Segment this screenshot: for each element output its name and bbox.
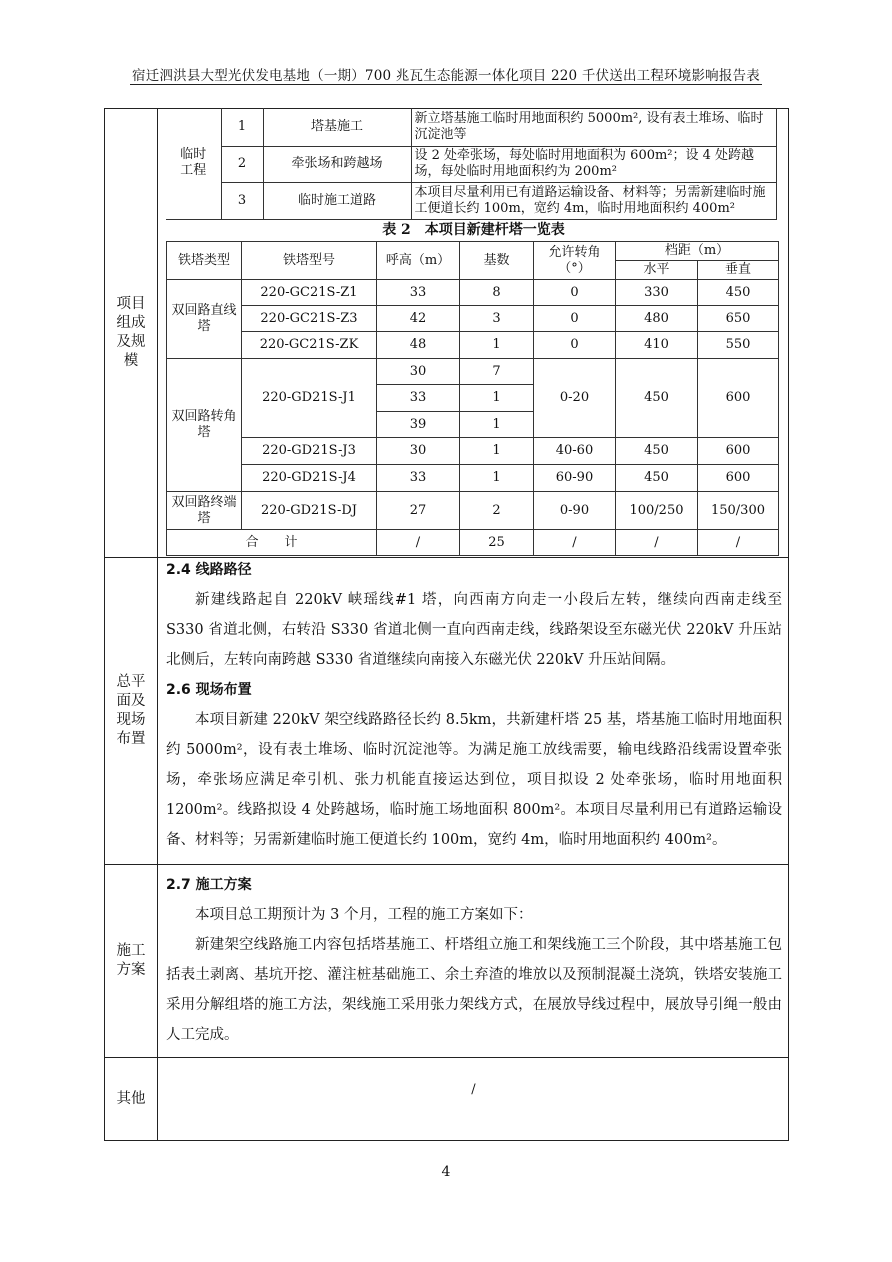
table-caption: 表 2 本项目新建杆塔一览表 [382,222,565,238]
span-vertical: 600 [698,359,779,438]
page-number: 4 [441,1164,451,1180]
tower-model: 220-GD21S-J3 [242,438,377,465]
total-label: 合 计 [167,530,377,556]
span-horizontal: 480 [616,306,698,332]
total-height: / [377,530,460,556]
span-vertical: 600 [698,438,779,465]
category-composition: 项目 组成 及规 模 [116,295,146,369]
work-name: 牵张场和跨越场 [263,146,411,182]
tower-count: 1 [460,385,534,412]
table-row [167,280,779,306]
table-row [167,359,779,385]
tower-model: 220-GD21S-DJ [242,492,377,530]
group-terminal: 双回路终端塔 [167,492,242,530]
table-row [166,146,777,182]
table-row [167,465,779,492]
tower-model: 220-GC21S-Z1 [242,280,377,306]
table-row [167,306,779,332]
plan-paragraph-1: 本项目总工期预计为 3 个月，工程的施工方案如下： [195,907,533,923]
tower-table [166,241,779,556]
span-vertical: 550 [698,332,779,359]
tower-angle: 0-90 [534,492,616,530]
table-row [166,182,777,219]
work-description: 新立塔基施工临时用地面积约 5000m², 设有表土堆场、临时沉淀池等 [411,108,777,146]
table-row [167,492,779,530]
row-number: 2 [221,146,263,182]
report-header: 宿迁泗洪县大型光伏发电基地（一期）700 兆瓦生态能源一体化项目 220 千伏送出工程环境影响报告表 [132,68,760,84]
row-divider [104,864,789,865]
table-row [166,108,777,146]
span-vertical: 650 [698,306,779,332]
span-horizontal: 450 [616,359,698,438]
total-vertical: / [698,530,779,556]
row-divider [104,1057,789,1058]
tower-count: 7 [460,359,534,385]
tower-angle: 0 [534,306,616,332]
route-paragraph: 新建线路起自 220kV 峡瑶线#1 塔，向西南方向走一小段后左转，继续向西南走线至 S330 省道北侧，右转沿 S330 省道北侧一直向西南走线，线路架设至东磁光伏 220kV 升压站北侧后，左转向南跨越 S330 省道继续向南接入东磁光伏 220kV 升压站间隔。 [166,592,782,668]
header-span: 档距（m） [616,242,779,261]
plan-paragraph-2: 新建架空线路施工内容包括塔基施工、杆塔组立施工和架线施工三个阶段，其中塔基施工包括表土剥离、基坑开挖、灌注桩基础施工、余土弃渣的堆放以及预制混凝土浇筑，铁塔安装施工采用分解组塔的施工方法，架线施工采用张力架线方式，在展放导线过程中，展放导引绳一般由人工完成。 [166,937,782,1043]
header-tower-type: 铁塔类型 [167,242,242,280]
tower-count: 8 [460,280,534,306]
span-vertical: 600 [698,465,779,492]
work-name: 塔基施工 [263,108,411,146]
total-horizontal: / [616,530,698,556]
tower-height: 48 [377,332,460,359]
tower-height: 33 [377,280,460,306]
tower-height: 33 [377,385,460,412]
other-value: / [471,1082,476,1097]
section-heading-route: 2.4 线路路径 [166,562,252,578]
tower-height: 42 [377,306,460,332]
table-row [167,438,779,465]
work-name: 临时施工道路 [263,182,411,219]
total-count: 25 [460,530,534,556]
category-other: 其他 [116,1090,146,1107]
total-angle: / [534,530,616,556]
temp-works-group-label: 临时 工程 [166,108,221,219]
tower-height: 39 [377,412,460,438]
work-description: 设 2 处牵张场，每处临时用地面积为 600m²；设 4 处跨越场，每处临时用地面积约为 200m² [411,146,777,182]
tower-count: 3 [460,306,534,332]
tower-height: 30 [377,359,460,385]
table-total-row [167,530,779,556]
header-rule [130,84,762,85]
span-horizontal: 100/250 [616,492,698,530]
header-vertical: 垂直 [698,261,779,280]
span-vertical: 450 [698,280,779,306]
tower-angle: 0 [534,280,616,306]
section-heading-site: 2.6 现场布置 [166,682,252,698]
site-paragraph: 本项目新建 220kV 架空线路路径长约 8.5km，共新建杆塔 25 基，塔基施工临时用地面积约 5000m²，设有表土堆场、临时沉淀池等。为满足施工放线需要，输电线路沿线需设置牵张场，牵张场应满足牵引机、张力机能直接运达到位，项目拟设 2 处牵张场，临时用地面积 1200m²。线路拟设 4 处跨越场，临时施工场地面积 800m²。本项目尽量利用已有道路运输设备、材料等；另需新建临时施工便道长约 100m，宽约 4m，临时用地面积约 400m²。 [166,712,782,848]
temp-works-table [166,108,777,220]
span-horizontal: 330 [616,280,698,306]
table-header-row [167,242,779,261]
header-count: 基数 [460,242,534,280]
tower-angle: 60-90 [534,465,616,492]
tower-model: 220-GD21S-J1 [242,359,377,438]
category-construction: 施工 方案 [116,942,146,978]
span-horizontal: 450 [616,438,698,465]
tower-count: 2 [460,492,534,530]
layout-section [166,555,782,855]
tower-height: 33 [377,465,460,492]
tower-count: 1 [460,332,534,359]
tower-height: 30 [377,438,460,465]
span-vertical: 150/300 [698,492,779,530]
header-tower-model: 铁塔型号 [242,242,377,280]
work-description: 本项目尽量利用已有道路运输设备、材料等；另需新建临时施工便道长约 100m，宽约 4m，临时用地面积约 400m² [411,182,777,219]
span-horizontal: 450 [616,465,698,492]
tower-model: 220-GC21S-Z3 [242,306,377,332]
tower-count: 1 [460,465,534,492]
header-horizontal: 水平 [616,261,698,280]
table-row [167,332,779,359]
header-angle: 允许转角 （°） [534,242,616,280]
group-angle: 双回路转角塔 [167,359,242,492]
tower-model: 220-GD21S-J4 [242,465,377,492]
group-straight: 双回路直线塔 [167,280,242,359]
section-heading-plan: 2.7 施工方案 [166,877,252,893]
tower-angle: 40-60 [534,438,616,465]
tower-count: 1 [460,438,534,465]
tower-count: 1 [460,412,534,438]
construction-section [166,870,782,1050]
tower-angle: 0 [534,332,616,359]
tower-height: 27 [377,492,460,530]
tower-angle: 0-20 [534,359,616,438]
tower-model: 220-GC21S-ZK [242,332,377,359]
header-height: 呼高（m） [377,242,460,280]
span-horizontal: 410 [616,332,698,359]
row-number: 1 [221,108,263,146]
row-number: 3 [221,182,263,219]
category-layout: 总平 面及 现场 布置 [116,673,146,747]
